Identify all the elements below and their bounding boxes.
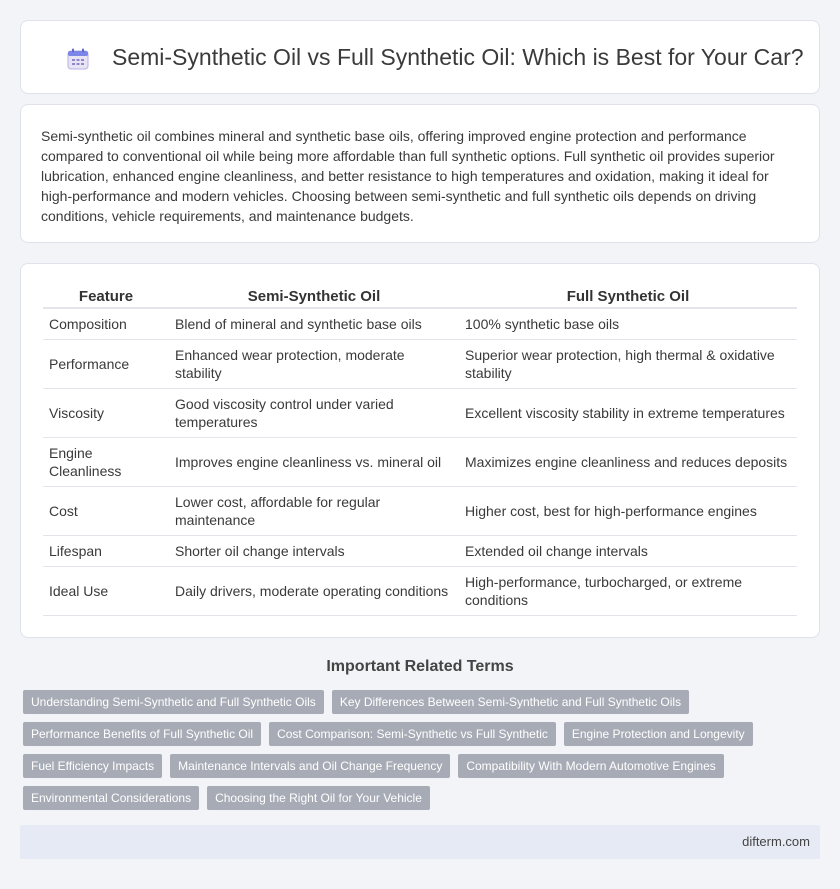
feature-cell: Ideal Use bbox=[43, 567, 169, 616]
full-synthetic-cell: Extended oil change intervals bbox=[459, 536, 797, 567]
related-term-tag[interactable]: Choosing the Right Oil for Your Vehicle bbox=[207, 786, 430, 810]
semi-synthetic-cell: Lower cost, affordable for regular maintenance bbox=[169, 487, 459, 536]
table-row bbox=[43, 389, 797, 438]
comparison-table bbox=[43, 284, 797, 616]
feature-cell: Performance bbox=[43, 340, 169, 389]
related-term-tag[interactable]: Compatibility With Modern Automotive Engines bbox=[458, 754, 723, 778]
related-term-tag[interactable]: Maintenance Intervals and Oil Change Frequency bbox=[170, 754, 450, 778]
column-header-feature: Feature bbox=[43, 284, 169, 309]
semi-synthetic-cell: Good viscosity control under varied temperatures bbox=[169, 389, 459, 438]
table-row bbox=[43, 438, 797, 487]
full-synthetic-cell: 100% synthetic base oils bbox=[459, 309, 797, 340]
feature-cell: Lifespan bbox=[43, 536, 169, 567]
full-synthetic-cell: Superior wear protection, high thermal & oxidative stability bbox=[459, 340, 797, 389]
feature-cell: Composition bbox=[43, 309, 169, 340]
table-header-row bbox=[43, 284, 797, 309]
related-term-tag[interactable]: Environmental Considerations bbox=[23, 786, 199, 810]
full-synthetic-cell: Excellent viscosity stability in extreme temperatures bbox=[459, 389, 797, 438]
semi-synthetic-cell: Improves engine cleanliness vs. mineral oil bbox=[169, 438, 459, 487]
intro-paragraph: Semi-synthetic oil combines mineral and synthetic base oils, offering improved engine protection and performance compared to conventional oil while being more affordable than full synthetic options. Full synthetic oil provides superior lubrication, enhanced engine cleanliness, and better resistance to high temperatures and oxidation, making it ideal for high-performance and modern vehicles. Choosing between semi-synthetic and full synthetic oils depends on driving conditions, vehicle requirements, and maintenance budgets. bbox=[41, 128, 775, 224]
related-term-tag[interactable]: Understanding Semi-Synthetic and Full Synthetic Oils bbox=[23, 690, 324, 714]
semi-synthetic-cell: Shorter oil change intervals bbox=[169, 536, 459, 567]
semi-synthetic-cell: Daily drivers, moderate operating conditions bbox=[169, 567, 459, 616]
column-header-full-synthetic: Full Synthetic Oil bbox=[459, 284, 797, 309]
semi-synthetic-cell: Blend of mineral and synthetic base oils bbox=[169, 309, 459, 340]
table-row bbox=[43, 567, 797, 616]
page-title: Semi-Synthetic Oil vs Full Synthetic Oil: Which is Best for Your Car? bbox=[112, 44, 804, 70]
related-term-tag[interactable]: Fuel Efficiency Impacts bbox=[23, 754, 162, 778]
full-synthetic-cell: Higher cost, best for high-performance engines bbox=[459, 487, 797, 536]
feature-cell: Cost bbox=[43, 487, 169, 536]
footer bbox=[20, 825, 820, 859]
table-row bbox=[43, 340, 797, 389]
table-row bbox=[43, 309, 797, 340]
table-row bbox=[43, 487, 797, 536]
header-card bbox=[20, 20, 820, 94]
full-synthetic-cell: High-performance, turbocharged, or extreme conditions bbox=[459, 567, 797, 616]
related-term-tag[interactable]: Cost Comparison: Semi-Synthetic vs Full Synthetic bbox=[269, 722, 556, 746]
related-terms-title: Important Related Terms bbox=[326, 658, 514, 675]
calendar-icon bbox=[67, 48, 89, 70]
related-term-tag[interactable]: Key Differences Between Semi-Synthetic and Full Synthetic Oils bbox=[332, 690, 689, 714]
column-header-semi-synthetic: Semi-Synthetic Oil bbox=[169, 284, 459, 309]
related-term-tag[interactable]: Engine Protection and Longevity bbox=[564, 722, 753, 746]
full-synthetic-cell: Maximizes engine cleanliness and reduces deposits bbox=[459, 438, 797, 487]
related-terms-list bbox=[23, 690, 817, 810]
semi-synthetic-cell: Enhanced wear protection, moderate stability bbox=[169, 340, 459, 389]
site-name[interactable]: difterm.com bbox=[742, 834, 810, 849]
feature-cell: Viscosity bbox=[43, 389, 169, 438]
table-row bbox=[43, 536, 797, 567]
feature-cell: Engine Cleanliness bbox=[43, 438, 169, 487]
comparison-table-card bbox=[20, 263, 820, 638]
related-term-tag[interactable]: Performance Benefits of Full Synthetic Oil bbox=[23, 722, 261, 746]
intro-card bbox=[20, 104, 820, 243]
